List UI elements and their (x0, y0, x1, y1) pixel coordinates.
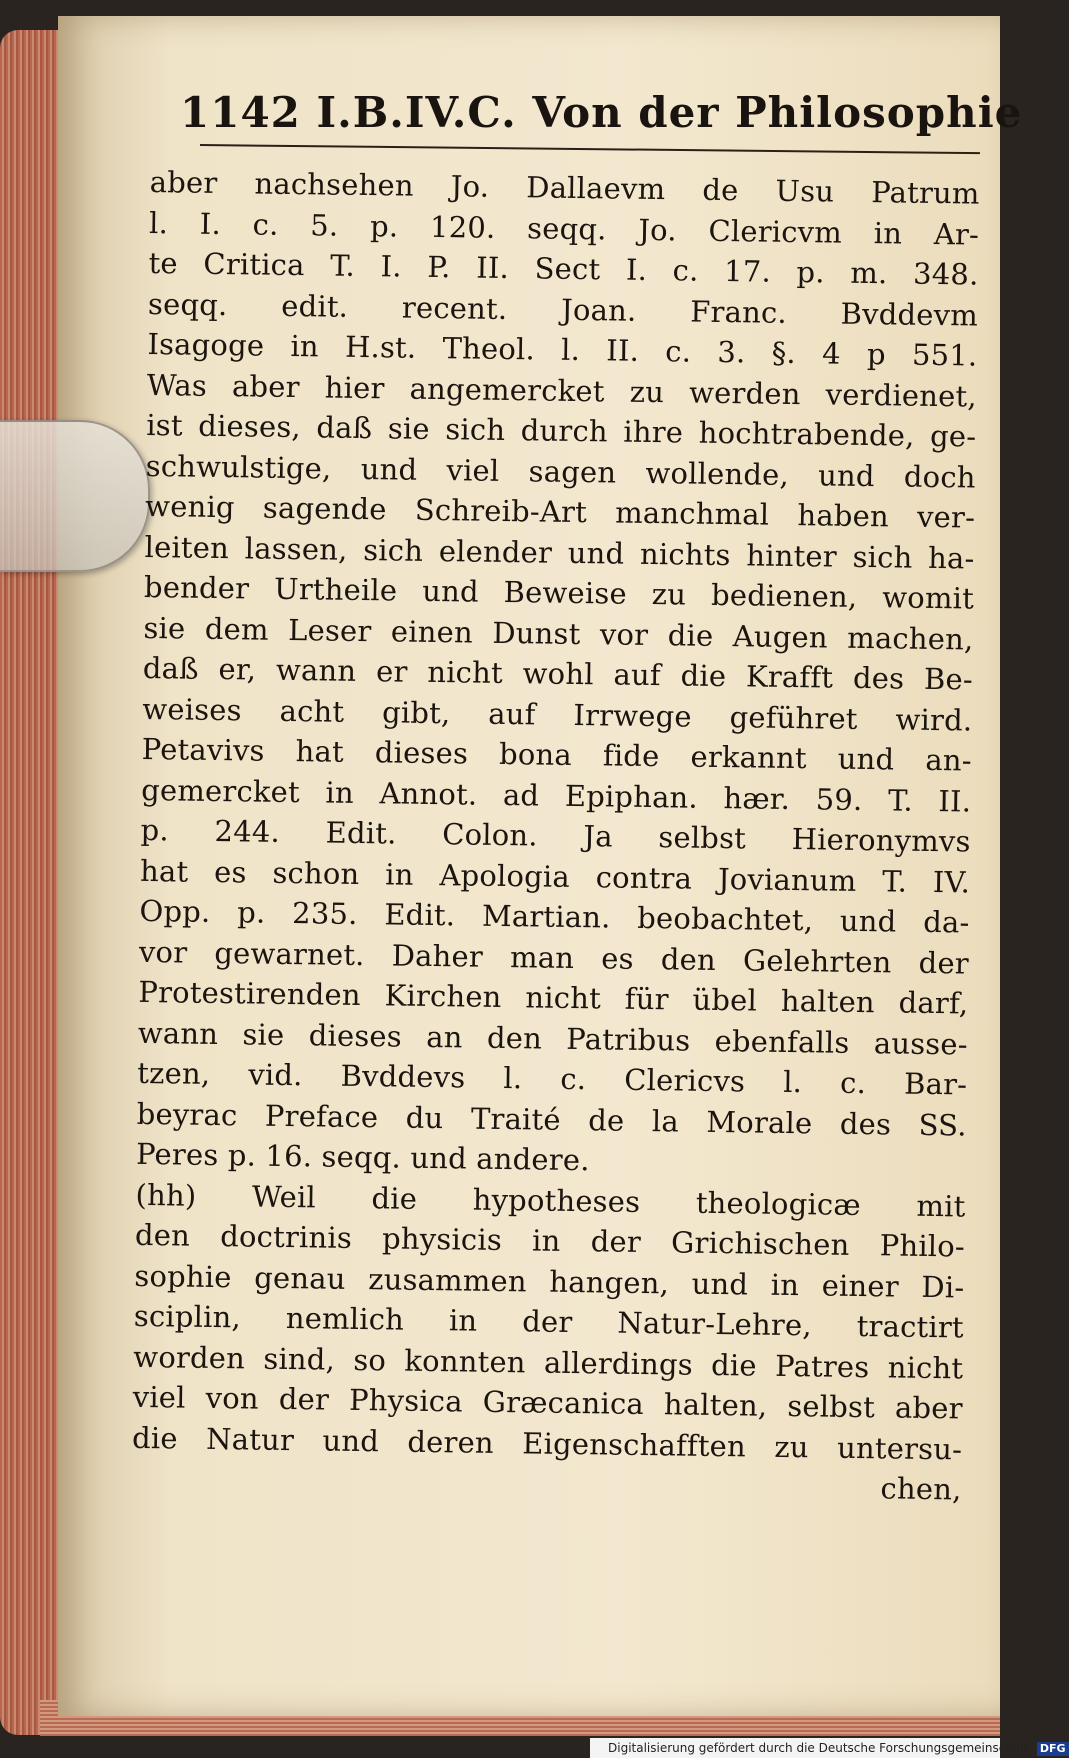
credit-text: Digitalisierung gefördert durch die Deutsche Forschungsgemeinschaft (608, 1741, 1030, 1755)
text-line: die Natur und deren Eigenschafften zu untersu- (131, 1420, 963, 1466)
text-line: seqq. edit. recent. Joan. Franc. Bvddevm (147, 286, 979, 333)
text-line: wann sie dieses an den Patribus ebenfalls ausse- (137, 1015, 969, 1062)
text-line: weises acht gibt, auf Irrwege geführet wird. (142, 691, 973, 738)
text-line: Opp. p. 235. Edit. Martian. beobachtet, und da- (139, 893, 970, 940)
digitization-credit (590, 1738, 1066, 1758)
text-line: aber nachsehen Jo. Dallaevm de Usu Patrum (149, 164, 980, 211)
text-line: p. 244. Edit. Colon. Ja selbst Hieronymvs (140, 812, 971, 859)
text-line: wenig sagende Schreib-Art manchmal haben ver- (144, 488, 976, 535)
text-line: Was aber hier angemercket zu werden verdienet, (146, 367, 978, 414)
dfg-logo: DFG (1037, 1742, 1069, 1756)
text-line: schwulstige, und viel sagen wollende, und doch (145, 448, 976, 495)
body-text (131, 162, 980, 1510)
text-line: te Critica T. I. P. II. Sect I. c. 17. p. m. 348. (148, 245, 979, 292)
text-line: ist dieses, daß sie sich durch ihre hochtrabende, ge- (146, 407, 977, 454)
text-line: worden sind, so konnten allerdings die Patres nicht (133, 1339, 964, 1385)
text-line: den doctrinis physicis in der Grichischen Philo- (134, 1217, 966, 1264)
text-line: l. I. c. 5. p. 120. seqq. Jo. Clericvm in Ar- (148, 205, 980, 252)
text-line: gemercket in Annot. ad Epiphan. hær. 59. T. II. (141, 772, 972, 819)
text-line: Protestirenden Kirchen nicht für übel halten darf, (138, 974, 969, 1021)
page-clip (0, 420, 150, 572)
text-line: Isagoge in H.st. Theol. l. II. c. 3. §. 4 p 551. (147, 326, 978, 373)
text-line: vor gewarnet. Daher man es den Gelehrten der (138, 934, 970, 981)
book-page-edges (0, 30, 60, 1735)
text-line: viel von der Physica Græcanica halten, selbst aber (132, 1379, 963, 1426)
text-line: (hh) Weil die hypotheses theologicæ mit (135, 1177, 966, 1223)
text-line: Peres p. 16. seqq. und andere. (135, 1136, 590, 1178)
text-line: Petavivs hat dieses bona fide erkannt und an- (141, 731, 972, 778)
text-line: daß er, wann er nicht wohl auf die Krafft des Be- (142, 650, 974, 697)
text-line: beyrac Preface du Traité de la Morale des SS. (136, 1096, 967, 1142)
text-line: hat es schon in Apologia contra Jovianum T. IV. (139, 853, 971, 900)
running-head: 1142 I.B.IV.C. Von der Philosophie (180, 88, 1023, 137)
catchword: chen, (880, 1471, 962, 1507)
text-line: bender Urtheile und Beweise zu bedienen, womit (143, 569, 975, 616)
text-line: tzen, vid. Bvddevs l. c. Clericvs l. c. Bar- (137, 1055, 968, 1102)
text-line: sciplin, nemlich in der Natur-Lehre, tractirt (133, 1298, 965, 1345)
text-line: leiten lassen, sich elender und nichts hinter sich ha- (144, 529, 975, 576)
text-line: sie dem Leser einen Dunst vor die Augen machen, (143, 610, 974, 657)
text-line: sophie genau zusammen hangen, und in einer Di- (134, 1258, 965, 1304)
